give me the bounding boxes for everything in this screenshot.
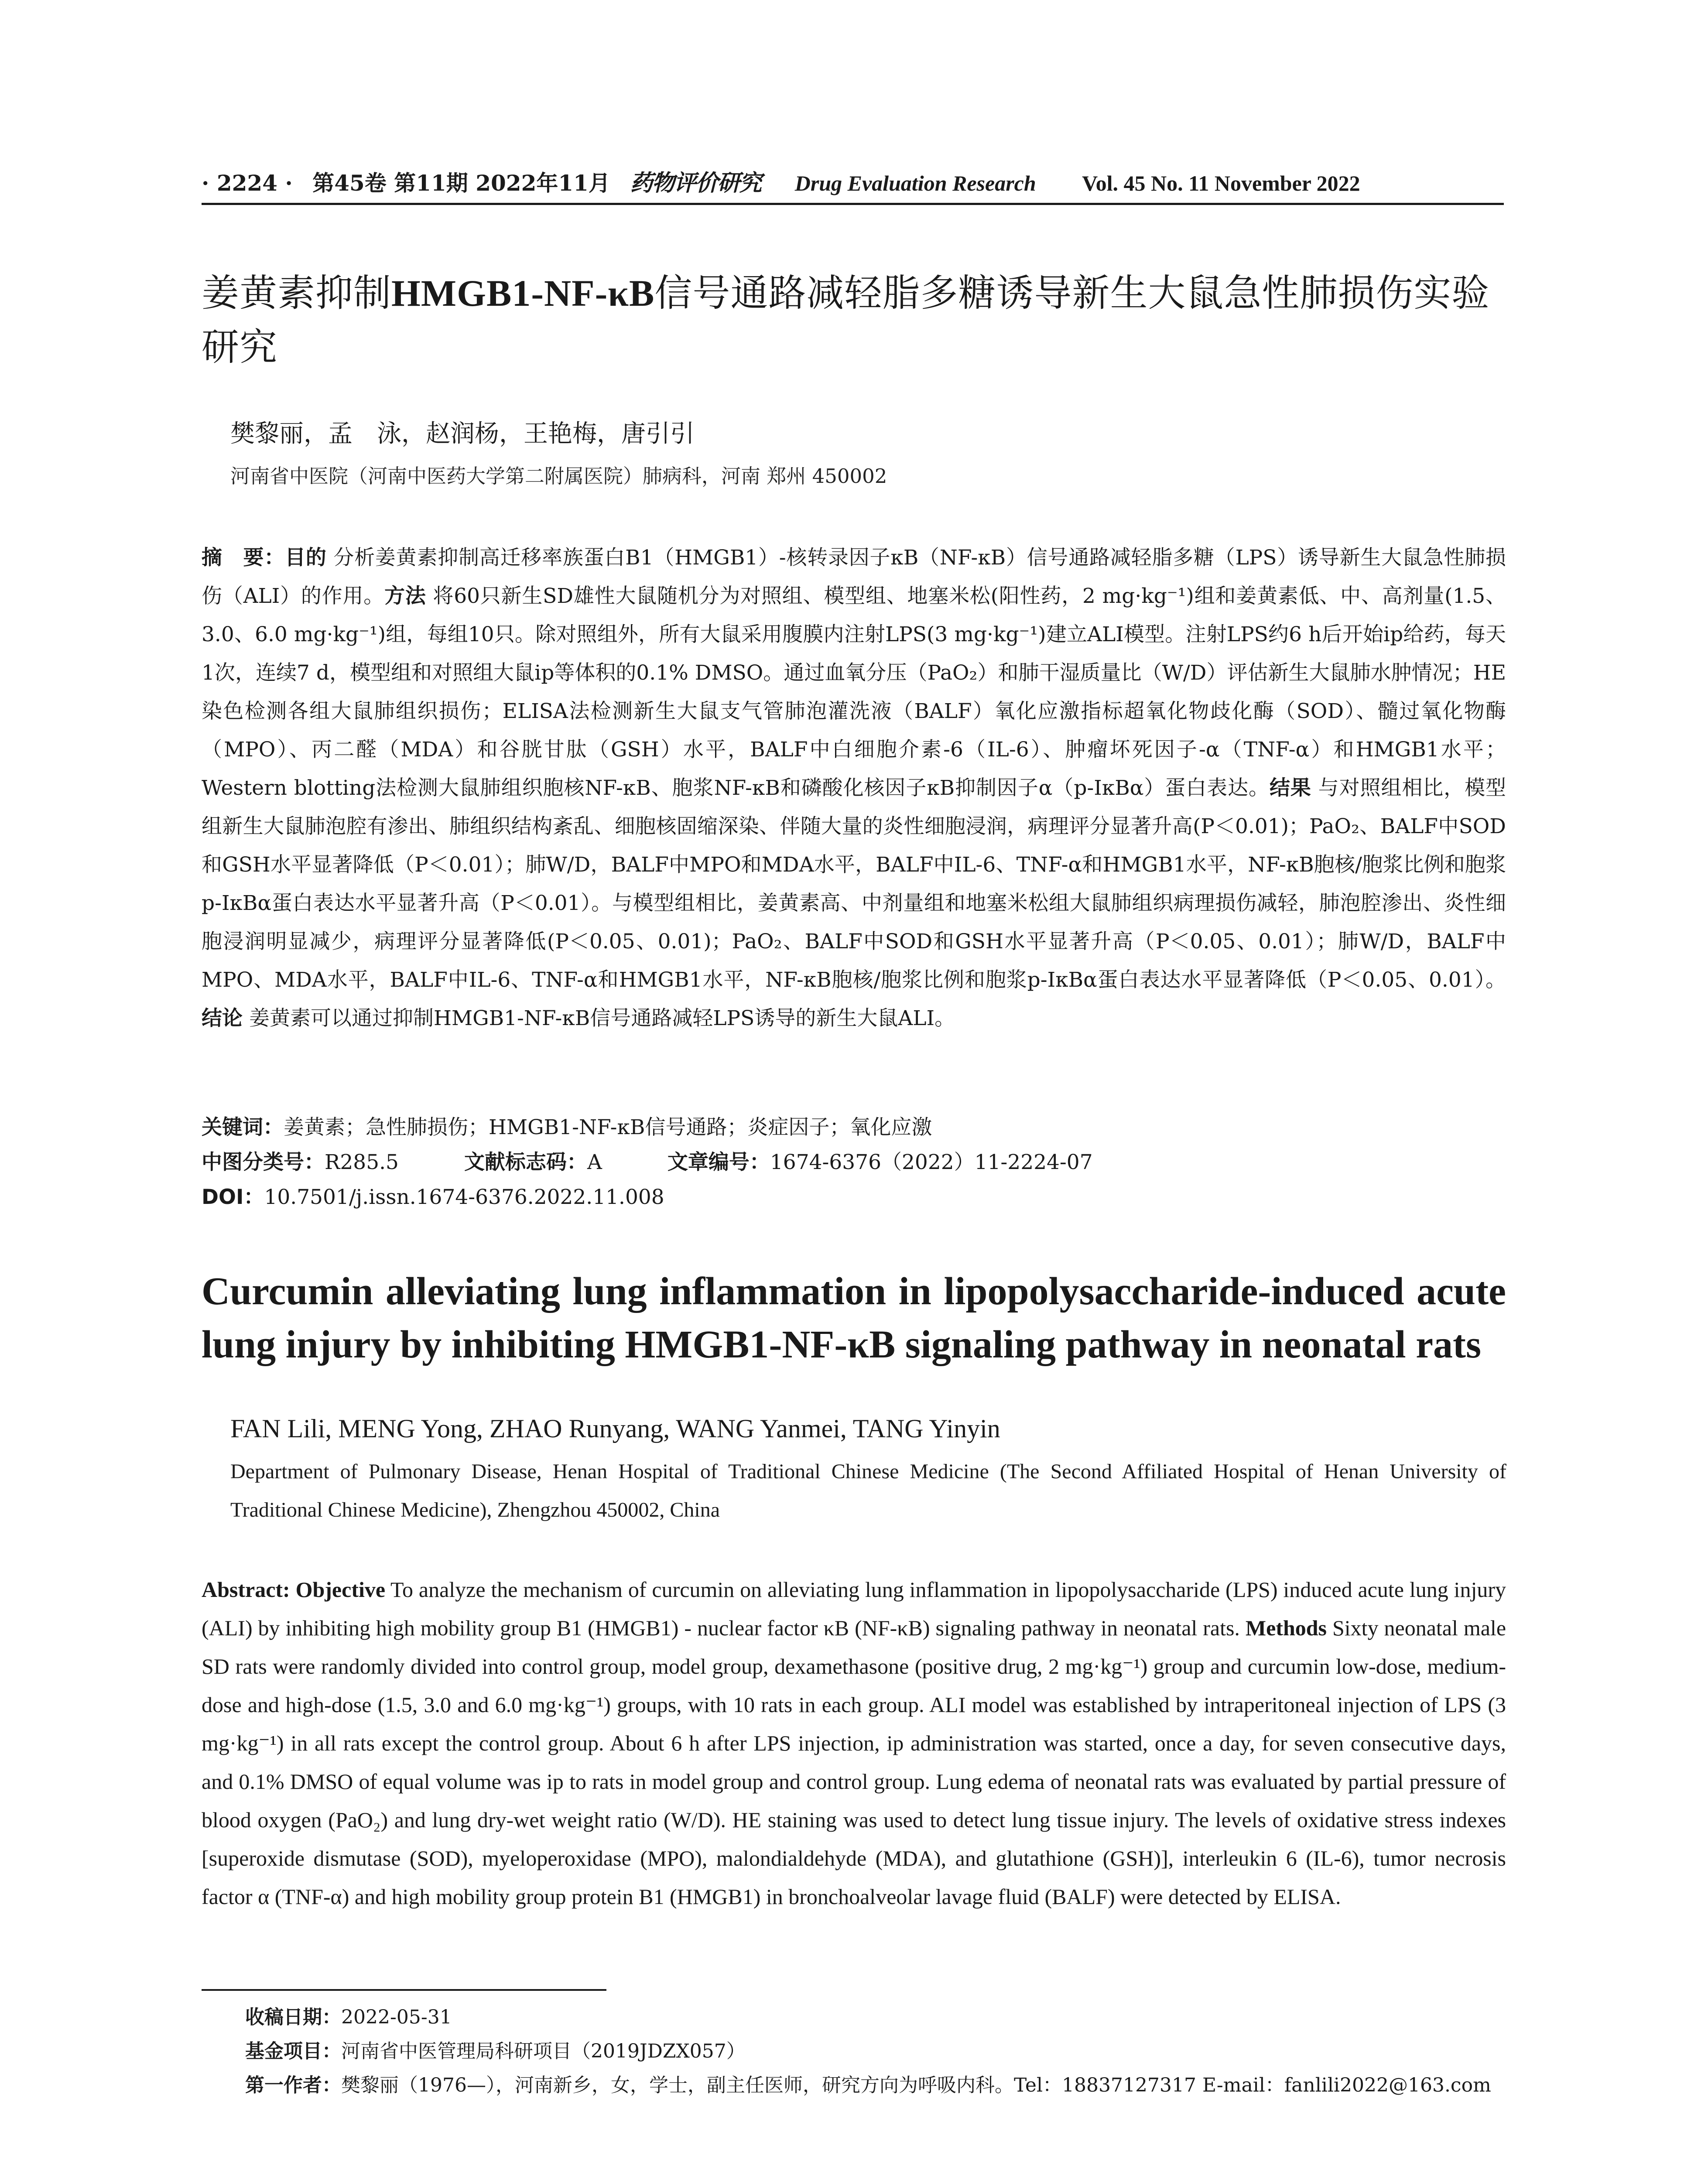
cn-conclusion: 姜黄素可以通过抑制HMGB1-NF-κB信号通路减轻LPS诱导的新生大鼠ALI。 [249,1006,955,1030]
en-methods-label: Methods [1245,1616,1327,1640]
footnote-first-author: 第一作者：樊黎丽（1976—），河南新乡，女，学士，副主任医师，研究方向为呼吸内科。Tel：18837127317 E-mail：fanlili2022@163.com [245,2074,1491,2096]
page-number: · 2224 · [202,170,293,196]
cn-affiliation: 河南省中医院（河南中医药大学第二附属医院）肺病科，河南 郑州 450002 [230,465,887,488]
cn-doi: DOI：10.7501/j.issn.1674-6376.2022.11.008 [202,1185,664,1209]
cn-objective: 分析姜黄素抑制高迁移率族蛋白B1（HMGB1）-核转录因子κB（NF-κB）信号通路减轻脂多糖（LPS）诱导新生大鼠急性肺损伤（ALI）的作用。 [202,546,1506,608]
en-methods: Sixty neonatal male SD rats were randomly divided into control group, model group, dexamethasone (positive drug, 2 mg·kg⁻¹) group and curcumin low-dose, medium-dose and high-dose (1.5, 3.0 and 6.0 mg·kg⁻¹) groups, with 10 rats in each group. ALI model was established by intraperitoneal injection of LPS (3 mg·kg⁻¹) in all rats except the control group. About 6 h after LPS injection, ip administration was started, once a day, for seven consecutive days, and 0.1% DMSO of equal volume was ip to rats in model group and control group. Lung edema of neonatal rats was evaluated by partial pressure of blood oxygen (PaO₂) and lung dry-wet weight ratio (W/D). HE staining was used to detect lung tissue injury. The levels of oxidative stress indexes [superoxide dismutase (SOD), myeloperoxidase (MPO), malondialdehyde (MDA), and glutathione (GSH)], interleukin 6 (IL-6), tumor necrosis factor α (TNF-α) and high mobility group protein B1 (HMGB1) in bronchoalveolar lavage fluid (BALF) were detected by ELISA. [202,1616,1506,1909]
cn-keywords: 关键词：姜黄素；急性肺损伤；HMGB1-NF-κB信号通路；炎症因子；氧化应激 [202,1115,932,1139]
cn-authors: 樊黎丽，孟 泳，赵润杨，王艳梅，唐引引 [230,420,695,448]
doi-link[interactable]: 10.7501/j.issn.1674-6376.2022.11.008 [264,1185,664,1209]
running-header [202,169,1504,197]
footnote-rule [202,1989,606,1991]
footnote-fund: 基金项目：河南省中医管理局科研项目（2019JDZX057） [245,2040,746,2062]
en-affiliation: Department of Pulmonary Disease, Henan Hospital of Traditional Chinese Medicine (The Second Affiliated Hospital of Henan University of Traditional Chinese Medicine), Zhengzhou 450002, China [230,1460,1506,1521]
cn-methods-label: 方法 [384,584,426,608]
en-abstract [202,1570,1506,1916]
header-rule [202,203,1504,205]
cn-abstract [202,539,1506,1038]
cn-objective-label: 目的 [285,546,327,570]
footnote-received: 收稿日期：2022-05-31 [245,2006,452,2028]
en-objective: To analyze the mechanism of curcumin on alleviating lung inflammation in lipopolysaccharide (LPS) induced acute lung injury (ALI) by inhibiting high mobility group B1 (HMGB1) - nuclear factor κB (NF-κB) signaling pathway in neonatal rats. [202,1577,1506,1640]
issue-en: Vol. 45 No. 11 November 2022 [1082,171,1360,195]
journal-title-en: Drug Evaluation Research [794,171,1036,195]
en-authors: FAN Lili, MENG Yong, ZHAO Runyang, WANG Yanmei, TANG Yinyin [230,1414,1000,1443]
cn-title: 姜黄素抑制HMGB1-NF-κB信号通路减轻脂多糖诱导新生大鼠急性肺损伤实验研究 [202,271,1490,369]
cn-methods: 将60只新生SD雄性大鼠随机分为对照组、模型组、地塞米松(阳性药，2 mg·kg⁻¹)组和姜黄素低、中、高剂量(1.5、3.0、6.0 mg·kg⁻¹)组，每组10只。除对照组外，所有大鼠采用腹膜内注射LPS(3 mg·kg⁻¹)建立ALI模型。注射LPS约6 h后开始ip给药，每天1次，连续7 d，模型组和对照组大鼠ip等体积的0.1% DMSO。通过血氧分压（PaO₂）和肺干湿质量比（W/D）评估新生大鼠肺水肿情况；HE染色检测各组大鼠肺组织损伤；ELISA法检测新生大鼠支气管肺泡灌洗液（BALF）氧化应激指标超氧化物歧化酶（SOD）、髓过氧化物酶（MPO）、丙二醛（MDA）和谷胱甘肽（GSH）水平，BALF中白细胞介素-6（IL-6）、肿瘤坏死因子-α（TNF-α）和HMGB1水平；Western blotting法检测大鼠肺组织胞核NF-κB、胞浆NF-κB和磷酸化核因子κB抑制因子α（p-IκBα）蛋白表达。 [202,584,1506,800]
cn-conclusion-label: 结论 [202,1006,243,1030]
issue-cn: 第45卷 第11期 2022年11月 [312,170,610,196]
cn-abstract-label: 摘 要： [202,546,285,570]
cn-results: 与对照组相比，模型组新生大鼠肺泡腔有渗出、肺组织结构紊乱、细胞核固缩深染、伴随大量的炎性细胞浸润，病理评分显著升高(P＜0.01)；PaO₂、BALF中SOD和GSH水平显著降低（P＜0.01）；肺W/D，BALF中MPO和MDA水平，BALF中IL-6、TNF-α和HMGB1水平，NF-κB胞核/胞浆比例和胞浆p-IκBα蛋白表达水平显著升高（P＜0.01）。与模型组相比，姜黄素高、中剂量组和地塞米松组大鼠肺组织病理损伤减轻，肺泡腔渗出、炎性细胞浸润明显减少，病理评分显著降低(P＜0.05、0.01)；PaO₂、BALF中SOD和GSH水平显著升高（P＜0.05、0.01）；肺W/D，BALF中MPO、MDA水平，BALF中IL-6、TNF-α和HMGB1水平，NF-κB胞核/胞浆比例和胞浆p-IκBα蛋白表达水平显著降低（P＜0.05、0.01）。 [202,776,1506,992]
en-abstract-label: Abstract: [202,1577,290,1602]
en-objective-label: Objective [295,1577,386,1602]
cn-classification: 中图分类号：R285.5 文献标志码：A 文章编号：1674-6376（2022）11-2224-07 [202,1150,1093,1174]
cn-results-label: 结果 [1269,776,1311,800]
journal-logo-cn: 药物评价研究 [630,170,761,196]
en-title: Curcumin alleviating lung inflammation in lipopolysaccharide-induced acute lung injury by inhibiting HMGB1-NF-κB signaling pathway in neonatal rats [202,1270,1506,1366]
